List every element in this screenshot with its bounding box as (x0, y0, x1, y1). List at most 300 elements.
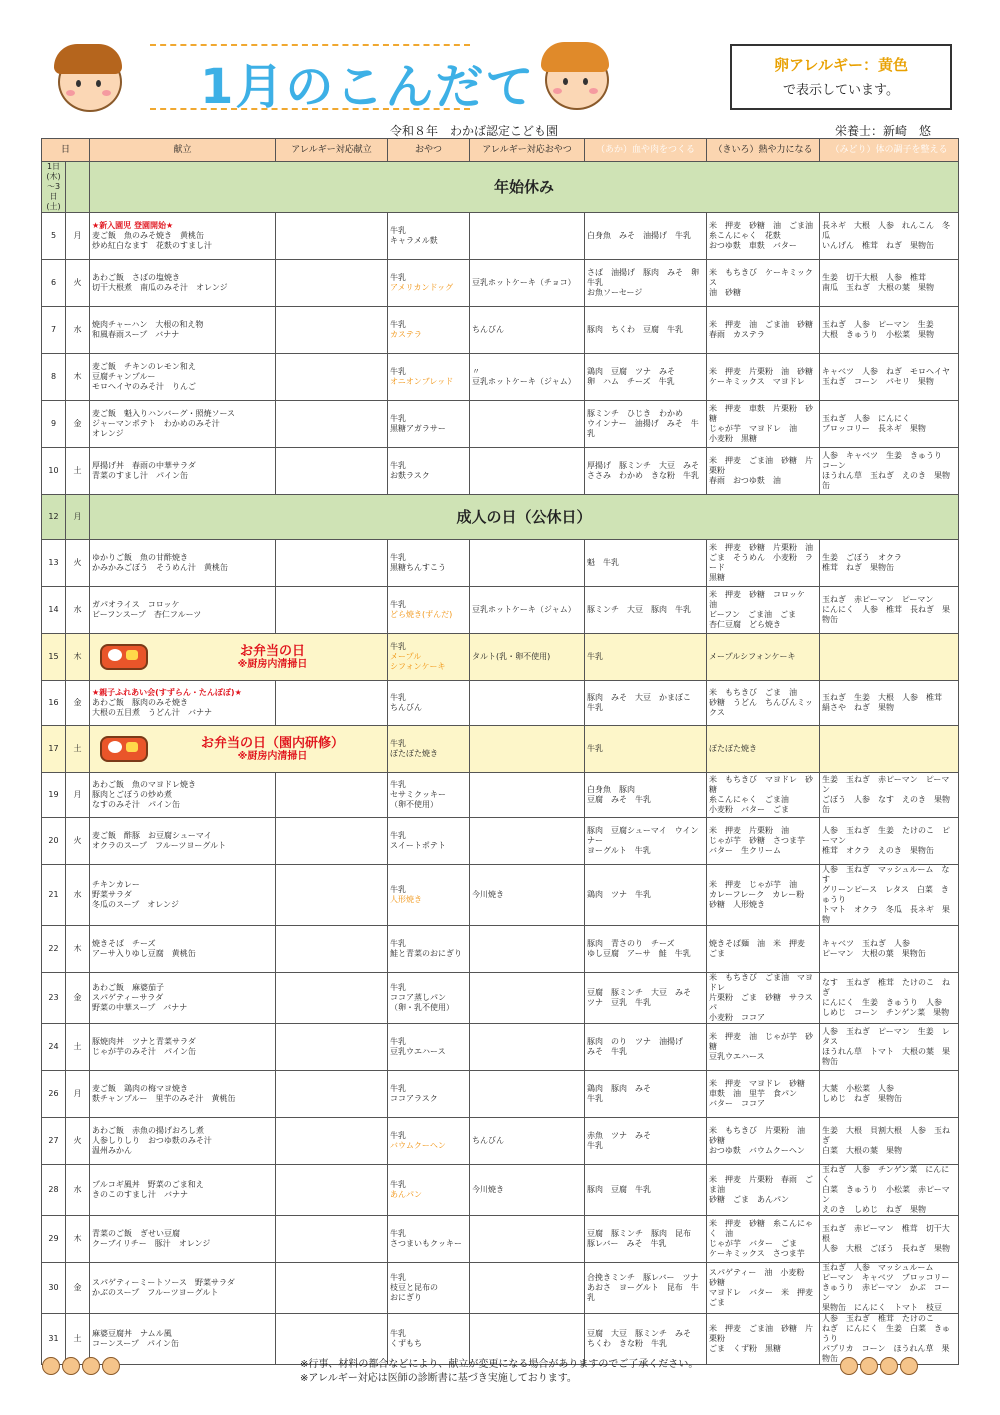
red-group-text: 赤魚 ツナ みそ 牛乳 (587, 1131, 652, 1150)
menu-cell (90, 1263, 276, 1314)
snack-cell (388, 818, 470, 865)
menu-text: 麦ご飯 魚のみそ焼き 黄桃缶 炒め紅白なます 花麩のすまし汁 (92, 231, 213, 250)
title-month: 1月 (200, 59, 286, 115)
allergy-note-line2: で表示しています。 (783, 83, 899, 98)
day-cell: 15 (42, 634, 66, 681)
snack-cell (388, 213, 470, 260)
header-red-group: （あか）血や肉をつくる (585, 139, 707, 162)
green-group-text: 玉ねぎ 生姜 大根 人参 椎茸 絹さや ねぎ 果物 (822, 693, 943, 712)
allergy-menu-cell (276, 401, 388, 448)
snack-cell (388, 973, 470, 1024)
event-note: ★親子ふれあい会(すずらん・たんぽぽ)★ (92, 688, 242, 697)
table-row (42, 926, 959, 973)
snack-text: 牛乳 (390, 693, 407, 702)
snack-text: 牛乳 (390, 1229, 407, 1238)
table-row (42, 354, 959, 401)
day-cell: 22 (42, 926, 66, 973)
table-row (42, 1024, 959, 1071)
menu-cell (90, 260, 276, 307)
day-cell: 29 (42, 1216, 66, 1263)
green-group-text: キャベツ 人参 ねぎ モロヘイヤ 玉ねぎ コーン パセリ 果物 (822, 367, 951, 386)
snack-text: 牛乳 (390, 831, 407, 840)
bento-subtitle: ※厨房内清掃日 (237, 658, 308, 670)
green-group-text: 玉ねぎ 人参 チンゲン菜 にんにく 白菜 きゅうり 小松菜 赤ピーマン えのき しめじ ねぎ 果物 (822, 1165, 950, 1214)
child-illustration-left (48, 40, 128, 114)
weekday-cell: 土 (66, 726, 90, 773)
yellow-group-cell (707, 587, 820, 634)
snack-secondary: 黒糖ちんすこう (390, 563, 447, 572)
red-group-cell (585, 448, 707, 495)
table-row (42, 260, 959, 307)
red-group-text: 牛乳 (587, 744, 604, 753)
red-group-cell (585, 213, 707, 260)
menu-table-body (42, 162, 959, 1365)
snack-text: 牛乳 (390, 885, 407, 894)
red-group-cell (585, 1024, 707, 1071)
yellow-group-text: 米 押麦 油 ごま油 砂糖 春雨 カステラ (709, 320, 814, 339)
allergy-snack-text: 今川焼き (472, 1185, 505, 1194)
menu-text: あわご飯 麻婆茄子 スパゲティーサラダ 野菜の中華スープ バナナ (92, 983, 188, 1012)
snack-egg-allergen: バウムクーヘン (390, 1141, 446, 1150)
red-group-cell (585, 307, 707, 354)
bento-title: お弁当の日（園内研修） (201, 735, 345, 751)
red-group-cell (585, 1071, 707, 1118)
yellow-group-cell (707, 354, 820, 401)
menu-text: 厚揚げ丼 春雨の中華サラダ 青菜のすまし汁 パイン缶 (92, 461, 196, 480)
snack-cell (388, 540, 470, 587)
weekday-cell: 木 (66, 1216, 90, 1263)
table-row (42, 634, 959, 681)
yellow-group-text: 米 押麦 砂糖 コロッケ 油 ビーフン ごま油 ごま 杏仁豆腐 どら焼き (709, 590, 805, 629)
weekday-cell: 月 (66, 495, 90, 540)
green-group-cell (820, 213, 959, 260)
day-cell: 26 (42, 1071, 66, 1118)
menu-text: あわご飯 赤魚の揚げおろし煮 人参しりしり おつゆ麩のみそ汁 温州みかん (92, 1126, 212, 1155)
red-group-cell (585, 540, 707, 587)
yellow-group-text: 米 押麦 砂糖 片栗粉 油 ごま そうめん 小麦粉 ラード 黒糖 (709, 543, 814, 582)
red-group-cell (585, 818, 707, 865)
allergy-menu-cell (276, 818, 388, 865)
green-group-text: 玉ねぎ 赤ピーマン 椎茸 切干大根 人参 大根 ごぼう 長ねぎ 果物 (822, 1224, 951, 1253)
snack-cell (388, 401, 470, 448)
menu-text: あわご飯 さばの塩焼き 切干大根煮 南瓜のみそ汁 オレンジ (92, 273, 228, 292)
snack-cell (388, 865, 470, 926)
table-row (42, 1263, 959, 1314)
allergy-snack-cell (470, 1216, 585, 1263)
child-illustration-right (535, 38, 615, 112)
green-group-cell (820, 865, 959, 926)
allergy-snack-text: タルト(乳・卵不使用) (472, 652, 551, 661)
red-group-cell (585, 773, 707, 818)
weekday-cell: 金 (66, 401, 90, 448)
yellow-group-cell (707, 1263, 820, 1314)
snack-text: 牛乳 (390, 1037, 407, 1046)
menu-text: スパゲティーミートソース 野菜サラダ かぶのスープ フルーツヨーグルト (92, 1278, 235, 1297)
snack-secondary: ココア蒸しパン （卵・乳不使用） (390, 993, 455, 1012)
event-note: ★新入園児 登園開始★ (92, 221, 174, 230)
day-cell: 12 (42, 495, 66, 540)
table-row (42, 401, 959, 448)
snack-egg-allergen: オニオンブレッド (390, 377, 454, 386)
red-group-cell (585, 1118, 707, 1165)
bento-day-cell (90, 726, 388, 773)
snack-cell (388, 1071, 470, 1118)
yellow-group-cell (707, 540, 820, 587)
green-group-text: 生姜 玉ねぎ 赤ピーマン ピーマン ごぼう 人参 なす えのき 果物缶 (822, 775, 951, 814)
green-group-cell (820, 681, 959, 726)
red-group-text: 豚肉 ちくわ 豆腐 牛乳 (587, 325, 684, 334)
green-group-text: 人参 玉ねぎ 生姜 たけのこ ピーマン 椎茸 オクラ えのき 果物缶 (822, 826, 951, 855)
weekday-cell: 金 (66, 681, 90, 726)
weekday-cell: 火 (66, 540, 90, 587)
snack-text: 牛乳 (390, 1084, 407, 1093)
allergy-snack-text: 今川焼き (472, 890, 505, 899)
snack-text: 牛乳 (390, 320, 407, 329)
day-cell: 17 (42, 726, 66, 773)
yellow-group-cell (707, 1216, 820, 1263)
green-group-text: 玉ねぎ 人参 にんにく ブロッコリー 長ネギ 果物 (822, 414, 926, 433)
yellow-group-cell (707, 973, 820, 1024)
yellow-group-cell (707, 726, 820, 773)
menu-cell (90, 587, 276, 634)
yellow-group-cell (707, 401, 820, 448)
weekday-cell: 土 (66, 1314, 90, 1365)
day-cell: 6 (42, 260, 66, 307)
allergy-menu-cell (276, 973, 388, 1024)
weekday-cell: 月 (66, 773, 90, 818)
day-cell: 19 (42, 773, 66, 818)
allergy-snack-cell (470, 1165, 585, 1216)
day-cell: 8 (42, 354, 66, 401)
red-group-cell (585, 726, 707, 773)
red-group-text: 鶏肉 豆腐 ツナ みそ 卵 ハム チーズ 牛乳 (587, 367, 676, 386)
table-row (42, 213, 959, 260)
yellow-group-text: 焼きそば麺 油 米 押麦 ごま (709, 939, 814, 958)
snack-cell (388, 1024, 470, 1071)
snack-text: 牛乳 (390, 780, 407, 789)
day-cell: 27 (42, 1118, 66, 1165)
green-group-text: 人参 玉ねぎ マッシュルーム なす グリーンピース レタス 白菜 きゅうり トマト オクラ 冬瓜 長ネギ 果物 (822, 865, 950, 924)
snack-cell (388, 587, 470, 634)
menu-cell (90, 401, 276, 448)
menu-text: プルコギ風丼 野菜のごま和え きのこのすまし汁 バナナ (92, 1180, 204, 1199)
allergy-snack-cell (470, 865, 585, 926)
bento-day-cell (90, 634, 388, 681)
yellow-group-text: 米 もちきび ごま 油 砂糖 うどん ちんびんミックス (709, 688, 813, 717)
yellow-group-text: 米 押麦 じゃが芋 油 カレーフレーク カレー粉 砂糖 人形焼き (709, 880, 805, 909)
green-group-cell (820, 634, 959, 681)
table-row (42, 865, 959, 926)
green-group-cell (820, 973, 959, 1024)
weekday-cell: 土 (66, 448, 90, 495)
snack-egg-allergen: あんパン (390, 1190, 423, 1199)
snack-cell (388, 681, 470, 726)
allergy-menu-cell (276, 1118, 388, 1165)
table-row (42, 973, 959, 1024)
snack-text: 牛乳 (390, 1180, 407, 1189)
table-row (42, 1118, 959, 1165)
menu-text: ガパオライス コロッケ ビーフンスープ 杏仁フルーツ (92, 600, 202, 619)
allergy-snack-cell (470, 540, 585, 587)
green-group-cell (820, 1024, 959, 1071)
green-group-text: 玉ねぎ 人参 マッシュルーム ピーマン キャベツ ブロッコリー きゅうり 赤ピーマン かぶ コーン 果物缶 にんにく トマト 枝豆 (822, 1263, 950, 1312)
snack-secondary: ちんびん (390, 703, 423, 712)
day-cell: 30 (42, 1263, 66, 1314)
green-group-cell (820, 307, 959, 354)
snack-text: 牛乳 (390, 1329, 407, 1338)
allergy-menu-cell (276, 1263, 388, 1314)
allergy-snack-text: ちんびん (472, 325, 505, 334)
green-group-text: キャベツ 玉ねぎ 人参 ピーマン 大根の葉 果物缶 (822, 939, 926, 958)
yellow-group-text: 米 もちきび ごま油 マヨドレ 片栗粉 ごま 砂糖 サラスパ 小麦粉 ココア (709, 973, 814, 1022)
green-group-cell (820, 818, 959, 865)
allergy-menu-cell (276, 448, 388, 495)
menu-cell (90, 773, 276, 818)
yellow-group-cell (707, 1024, 820, 1071)
menu-table (41, 138, 959, 1365)
footer-note-2: ※アレルギー対応は医師の診断書に基づき実施しております。 (300, 1373, 577, 1384)
menu-text: 豚焼肉丼 ツナと青菜サラダ じゃが芋のみそ汁 パイン缶 (92, 1037, 197, 1056)
allergy-snack-cell (470, 726, 585, 773)
yellow-group-text: 米 押麦 ごま油 砂糖 片栗粉 ごま くず粉 黒糖 (709, 1324, 814, 1353)
day-cell: 20 (42, 818, 66, 865)
page-header (0, 0, 1000, 140)
red-group-cell (585, 1165, 707, 1216)
menu-text: チキンカレー 野菜サラダ 冬瓜のスープ オレンジ (92, 880, 179, 909)
yellow-group-cell (707, 307, 820, 354)
red-group-cell (585, 401, 707, 448)
menu-cell (90, 448, 276, 495)
green-group-cell (820, 726, 959, 773)
allergy-menu-cell (276, 1071, 388, 1118)
weekday-cell: 金 (66, 973, 90, 1024)
allergy-menu-cell (276, 1216, 388, 1263)
green-group-cell (820, 773, 959, 818)
green-group-cell (820, 448, 959, 495)
table-row (42, 1216, 959, 1263)
snack-text: 牛乳 (390, 367, 407, 376)
day-cell: 23 (42, 973, 66, 1024)
yellow-group-text: スパゲティー 油 小麦粉 砂糖 マヨドレ バター 米 押麦 ごま (709, 1268, 814, 1307)
day-cell: 7 (42, 307, 66, 354)
header-day: 日 (42, 139, 90, 162)
snack-text: 牛乳 (390, 983, 407, 992)
snack-text: 牛乳 (390, 939, 407, 948)
day-cell: 10 (42, 448, 66, 495)
snack-text: 牛乳 (390, 600, 407, 609)
red-group-cell (585, 926, 707, 973)
menu-cell (90, 540, 276, 587)
red-group-text: 鶏肉 豚肉 みそ 牛乳 (587, 1084, 652, 1103)
page-footer (0, 1355, 1000, 1415)
menu-cell (90, 818, 276, 865)
snack-text: 牛乳 (390, 642, 407, 651)
nutritionist-name: 栄養士：新崎 悠 (835, 124, 932, 138)
green-group-cell (820, 1216, 959, 1263)
yellow-group-cell (707, 1071, 820, 1118)
red-group-cell (585, 260, 707, 307)
red-group-cell (585, 354, 707, 401)
allergy-menu-cell (276, 1165, 388, 1216)
footer-notes (300, 1358, 698, 1386)
red-group-text: 豚肉 みそ 大豆 かまぼこ 牛乳 (587, 693, 692, 712)
allergy-note-line1: 卵アレルギー：黄色 (773, 56, 909, 74)
table-header-row (42, 139, 959, 162)
allergy-snack-text: 豆乳ホットケーキ（チョコ） (472, 278, 576, 287)
yellow-group-cell (707, 818, 820, 865)
bento-box-icon (100, 736, 148, 762)
day-cell: 24 (42, 1024, 66, 1071)
snack-secondary: ココアラスク (390, 1094, 438, 1103)
menu-text: 麻婆豆腐丼 ナムル風 コーンスープ パイン缶 (92, 1329, 179, 1348)
snack-egg-allergen: 人形焼き (390, 895, 423, 904)
snack-text: 牛乳 ぽたぽた焼き (390, 739, 439, 758)
day-cell: 13 (42, 540, 66, 587)
bento-subtitle: ※厨房内清掃日 (237, 750, 308, 762)
snack-cell (388, 634, 470, 681)
green-group-cell (820, 587, 959, 634)
holiday-message: 成人の日（公休日） (90, 495, 959, 540)
allergy-snack-cell (470, 213, 585, 260)
allergy-menu-cell (276, 354, 388, 401)
green-group-text: 長ネギ 大根 人参 れんこん 冬瓜 いんげん 椎茸 ねぎ 果物缶 (822, 221, 951, 250)
green-group-cell (820, 260, 959, 307)
green-group-cell (820, 401, 959, 448)
snack-text: 牛乳 (390, 226, 407, 235)
allergy-menu-cell (276, 307, 388, 354)
weekday-cell: 土 (66, 1024, 90, 1071)
menu-text: 麦ご飯 魁入りハンバーグ・照焼ソース ジャーマンポテト わかめのみそ汁 オレンジ (92, 409, 236, 438)
weekday-cell: 火 (66, 1118, 90, 1165)
weekday-cell (66, 162, 90, 213)
snack-cell (388, 926, 470, 973)
header-allergy-menu: アレルギー対応献立 (276, 139, 388, 162)
table-row (42, 818, 959, 865)
snack-egg-allergen: メープル シフォンケーキ (390, 652, 446, 671)
green-group-cell (820, 926, 959, 973)
red-group-text: 豆腐 豚ミンチ 大豆 みそ ツナ 豆乳 牛乳 (587, 988, 692, 1007)
red-group-text: 豆腐 豚ミンチ 豚肉 昆布 豚レバー みそ 牛乳 (587, 1229, 692, 1248)
weekday-cell: 木 (66, 634, 90, 681)
snack-cell (388, 726, 470, 773)
red-group-text: 白身魚 みそ 油揚げ 牛乳 (587, 231, 692, 240)
allergy-snack-cell (470, 307, 585, 354)
header-snack: おやつ (388, 139, 470, 162)
menu-text: 麦ご飯 酢豚 お豆腐シューマイ オクラのスープ フルーツヨーグルト (92, 831, 227, 850)
snack-cell (388, 354, 470, 401)
red-group-text: 魁 牛乳 (587, 558, 620, 567)
red-group-text: 白身魚 豚肉 豆腐 みそ 牛乳 (587, 785, 652, 804)
day-cell: 16 (42, 681, 66, 726)
snack-secondary: さつまいもクッキー (390, 1239, 463, 1248)
yellow-group-text: 米 押麦 片栗粉 油 砂糖 ケーキミックス マヨドレ (709, 367, 814, 386)
yellow-group-cell (707, 448, 820, 495)
allergy-menu-cell (276, 1024, 388, 1071)
menu-cell (90, 1071, 276, 1118)
allergy-menu-cell (276, 865, 388, 926)
snack-secondary: スイートポテト (390, 841, 446, 850)
menu-cell (90, 1024, 276, 1071)
allergy-snack-cell (470, 681, 585, 726)
allergy-menu-cell (276, 260, 388, 307)
green-group-cell (820, 354, 959, 401)
red-group-text: 豚ミンチ ひじき わかめ ウインナー 油揚げ みそ 牛乳 (587, 409, 699, 438)
snack-cell (388, 1165, 470, 1216)
allergy-snack-cell (470, 1263, 585, 1314)
title-top-dashes (150, 44, 470, 46)
yellow-group-cell (707, 681, 820, 726)
allergy-snack-cell (470, 354, 585, 401)
weekday-cell: 木 (66, 354, 90, 401)
holiday-message: 年始休み (90, 162, 959, 213)
yellow-group-text: 米 押麦 マヨドレ 砂糖 車麩 油 里芋 食パン バター ココア (709, 1079, 806, 1108)
red-group-text: さば 油揚げ 豚肉 みそ 卵 牛乳 お魚ソーセージ (587, 268, 700, 297)
menu-cell (90, 213, 276, 260)
red-group-cell (585, 587, 707, 634)
menu-cell (90, 354, 276, 401)
table-row (42, 540, 959, 587)
snack-cell (388, 773, 470, 818)
day-cell: 28 (42, 1165, 66, 1216)
green-group-text: なす 玉ねぎ 椎茸 たけのこ ねぎ にんにく 生姜 きゅうり 人参 しめじ コーン チンゲン菜 果物 (822, 978, 951, 1017)
weekday-cell: 水 (66, 587, 90, 634)
allergy-note-box (730, 44, 952, 110)
allergy-snack-cell (470, 926, 585, 973)
yellow-group-text: 米 もちきび マヨドレ 砂糖 糸こんにゃく ごま油 小麦粉 バター ごま (709, 775, 814, 814)
yellow-group-text: 米 押麦 砂糖 油 ごま油 糸こんにゃく 花麩 おつゆ麩 車麩 バター (709, 221, 814, 250)
green-group-cell (820, 1165, 959, 1216)
menu-text: 麦ご飯 鶏肉の梅マヨ焼き 麩チャンプルー 里芋のみそ汁 黄桃缶 (92, 1084, 236, 1103)
snack-egg-allergen: どら焼き(ずんだ) (390, 610, 453, 619)
header-menu: 献立 (90, 139, 276, 162)
green-group-cell (820, 1118, 959, 1165)
snack-egg-allergen: アメリカンドッグ (390, 283, 454, 292)
green-group-text: 生姜 切干大根 人参 椎茸 南瓜 玉ねぎ 大根の葉 果物 (822, 273, 935, 292)
allergy-snack-cell (470, 448, 585, 495)
snack-secondary: 鮭と青菜のおにぎり (390, 949, 463, 958)
allergy-menu-cell (276, 587, 388, 634)
menu-text: 麦ご飯 チキンのレモン和え 豆腐チャンプルー モロヘイヤのみそ汁 りんご (92, 362, 197, 391)
allergy-snack-text: ちんびん (472, 1136, 505, 1145)
header-allergy-snack: アレルギー対応おやつ (470, 139, 585, 162)
day-cell: 14 (42, 587, 66, 634)
snack-text: 牛乳 (390, 414, 407, 423)
red-group-cell (585, 865, 707, 926)
day-cell: 9 (42, 401, 66, 448)
allergy-snack-cell (470, 1071, 585, 1118)
menu-cell (90, 926, 276, 973)
green-group-text: 大葉 小松菜 人参 しめじ ねぎ 果物缶 (822, 1084, 903, 1103)
red-group-text: 豚肉 青さのり チーズ ゆし豆腐 アーサ 鮭 牛乳 (587, 939, 691, 958)
green-group-text: 生姜 ごぼう オクラ 椎茸 ねぎ 果物缶 (822, 553, 902, 572)
snack-cell (388, 260, 470, 307)
menu-cell (90, 865, 276, 926)
yellow-group-cell (707, 773, 820, 818)
weekday-cell: 水 (66, 865, 90, 926)
yellow-group-text: メープルシフォンケーキ (709, 652, 796, 661)
menu-cell (90, 1165, 276, 1216)
table-row (42, 448, 959, 495)
footer-decoration-left (42, 1357, 128, 1387)
table-row (42, 1071, 959, 1118)
allergy-snack-cell (470, 587, 585, 634)
snack-secondary: 黒糖アガラサー (390, 424, 446, 433)
yellow-group-cell (707, 634, 820, 681)
title-rest: のこんだて (285, 59, 536, 115)
yellow-group-text: 米 押麦 油 じゃが芋 砂糖 豆乳ウエハース (709, 1032, 814, 1061)
snack-secondary: くずもち (390, 1339, 423, 1348)
green-group-text: 生姜 大根 貝割大根 人参 玉ねぎ 白菜 大根の葉 果物 (822, 1126, 951, 1155)
